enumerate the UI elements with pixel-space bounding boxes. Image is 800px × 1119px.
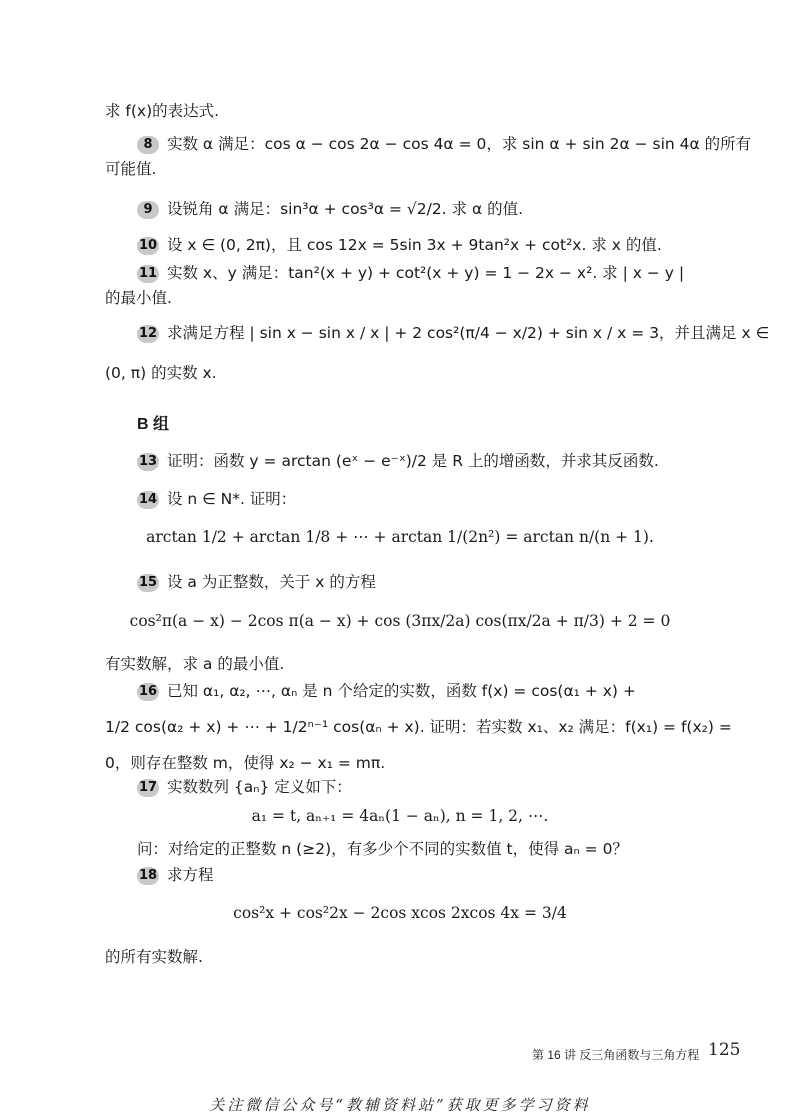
- text-line: 的最小值.: [105, 289, 172, 307]
- problem-11: [137, 262, 684, 284]
- chapter-running-footer: 第 16 讲 反三角函数与三角方程: [532, 1048, 700, 1062]
- problem-number-badge: 16: [138, 684, 158, 699]
- problem-text: 设锐角 α 满足：sin³α + cos³α = √2/2. 求 α 的值.: [167, 200, 524, 218]
- problem-number-badge: 11: [138, 266, 158, 281]
- display-equation: a₁ = t, aₙ₊₁ = 4aₙ(1 − aₙ), n = 1, 2, ⋯.: [251, 807, 549, 825]
- problem-number-badge: 14: [138, 492, 158, 507]
- problem-12: [137, 322, 769, 344]
- problem-text: 求方程: [167, 866, 214, 884]
- display-equation: arctan 1/2 + arctan 1/8 + ⋯ + arctan 1/(2n²) = arctan n/(n + 1).: [146, 528, 654, 546]
- display-equation: cos²x + cos²2x − 2cos xcos 2xcos 4x = 3/4: [233, 904, 567, 922]
- text-line: 0，则存在整数 m，使得 x₂ − x₁ = mπ.: [105, 754, 386, 772]
- problem-text: 实数 x、y 满足：tan²(x + y) + cot²(x + y) = 1 − 2x − x². 求 | x − y |: [167, 264, 685, 282]
- page-number: 125: [708, 1040, 741, 1060]
- text-line: 求 f(x)的表达式.: [105, 102, 220, 120]
- problem-number-badge: 13: [138, 454, 158, 469]
- problem-text: 实数 α 满足：cos α − cos 2α − cos 4α = 0，求 sin α + sin 2α − sin 4α 的所有: [167, 135, 752, 153]
- problem-number-badge: 8: [137, 136, 159, 154]
- problem-text: 实数数列 {aₙ} 定义如下：: [167, 778, 352, 796]
- problem-number-badge: 12: [138, 326, 158, 341]
- text-line: 的所有实数解.: [105, 948, 203, 966]
- problem-17: [137, 776, 352, 798]
- problem-text: 证明：函数 y = arctan (eˣ − e⁻ˣ)/2 是 R 上的增函数，并求其反函数.: [167, 452, 659, 470]
- text-line: (0, π) 的实数 x.: [105, 364, 217, 382]
- problem-16: [137, 680, 636, 702]
- problem-text: 已知 α₁, α₂, ⋯, αₙ 是 n 个给定的实数，函数 f(x) = cos(α₁ + x) +: [167, 682, 636, 700]
- problem-text: 设 a 为正整数，关于 x 的方程: [167, 573, 376, 591]
- problem-text: 设 n ∈ N*. 证明：: [167, 490, 297, 508]
- text-line: 有实数解，求 a 的最小值.: [105, 655, 285, 673]
- section-heading: B 组: [137, 416, 170, 433]
- problem-text: 求满足方程 | sin x − sin x / x | + 2 cos²(π/4 − x/2) + sin x / x = 3，并且满足 x ∈: [167, 324, 770, 342]
- problem-18: [137, 864, 214, 886]
- promo-banner: 关注微信公众号“教辅资料站”获取更多学习资料: [209, 1096, 591, 1114]
- problem-number-badge: 9: [137, 201, 159, 219]
- problem-number-badge: 10: [138, 238, 158, 253]
- problem-9: [137, 198, 523, 220]
- problem-number-badge: 18: [138, 868, 158, 883]
- problem-15: [137, 571, 376, 593]
- problem-8: [137, 133, 751, 155]
- text-line: 问：对给定的正整数 n (≥2)，有多少个不同的实数值 t，使得 aₙ = 0？: [137, 840, 628, 858]
- problem-10: [137, 234, 662, 256]
- text-line: 可能值.: [105, 160, 157, 178]
- problem-14: [137, 488, 296, 510]
- display-equation: cos²π(a − x) − 2cos π(a − x) + cos (3πx/2a) cos(πx/2a + π/3) + 2 = 0: [129, 612, 671, 630]
- problem-number-badge: 15: [138, 575, 158, 590]
- problem-13: [137, 450, 659, 472]
- problem-number-badge: 17: [138, 780, 158, 795]
- problem-text: 设 x ∈ (0, 2π)，且 cos 12x = 5sin 3x + 9tan²x + cot²x. 求 x 的值.: [167, 236, 662, 254]
- text-line: 1/2 cos(α₂ + x) + ⋯ + 1/2ⁿ⁻¹ cos(αₙ + x). 证明：若实数 x₁、x₂ 满足：f(x₁) = f(x₂) =: [105, 718, 732, 736]
